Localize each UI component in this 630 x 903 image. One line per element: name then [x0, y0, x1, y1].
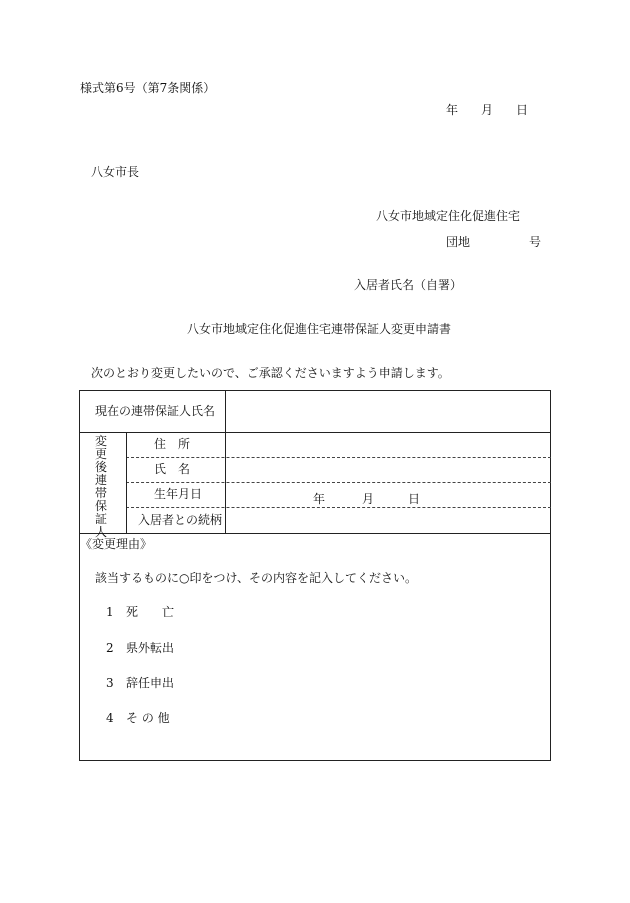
reason-number: 1 [106, 605, 114, 619]
relationship-field[interactable] [227, 509, 549, 532]
reason-instruction: 該当するものに○印をつけ、その内容を記入してください。 [95, 571, 417, 585]
go-label: 号 [529, 235, 542, 249]
row-divider [126, 507, 551, 508]
address-field[interactable] [227, 434, 549, 456]
current-guarantor-label: 現在の連帯保証人氏名 [95, 404, 216, 418]
housing-name: 八女市地域定住化促進住宅 [376, 209, 521, 223]
birthdate-label: 生年月日 [154, 487, 203, 501]
reason-number: 4 [106, 711, 114, 725]
birth-day: 日 [408, 492, 421, 506]
addressee: 八女市長 [91, 165, 140, 179]
reason-number: 3 [106, 676, 114, 690]
new-guarantor-vertical-label: 変 更 後 連 帯 保 証 人 [94, 434, 107, 539]
row-divider [126, 482, 551, 483]
column-divider [225, 390, 226, 533]
reason-text: 県外転出 [126, 641, 175, 655]
form-number: 様式第6号（第7条関係） [80, 81, 216, 95]
reason-text: 辞任申出 [126, 676, 175, 690]
intro-text: 次のとおり変更したいので、ご承認くださいますよう申請します。 [91, 366, 450, 380]
date-day: 日 [516, 103, 529, 117]
danchi-label: 団地 [446, 235, 471, 249]
birthdate-field[interactable] [227, 484, 549, 506]
date-year: 年 [446, 103, 459, 117]
document-title: 八女市地域定住化促進住宅連帯保証人変更申請書 [187, 322, 452, 336]
row-divider [79, 533, 551, 534]
reason-text: 死 亡 [126, 605, 175, 619]
resident-name-label: 入居者氏名（自署） [354, 278, 463, 292]
current-guarantor-field[interactable] [227, 392, 549, 431]
date-month: 月 [481, 103, 494, 117]
birth-month: 月 [362, 492, 375, 506]
reason-text: そ の 他 [126, 711, 170, 725]
birth-year: 年 [313, 492, 326, 506]
name-field[interactable] [227, 459, 549, 481]
name-label: 氏 名 [154, 462, 191, 476]
row-divider [79, 432, 551, 433]
row-divider [126, 457, 551, 458]
column-divider [126, 432, 127, 533]
reason-number: 2 [106, 641, 114, 655]
reason-heading: 《変更理由》 [80, 537, 153, 551]
relationship-label: 入居者との続柄 [138, 513, 223, 527]
address-label: 住 所 [154, 437, 191, 451]
